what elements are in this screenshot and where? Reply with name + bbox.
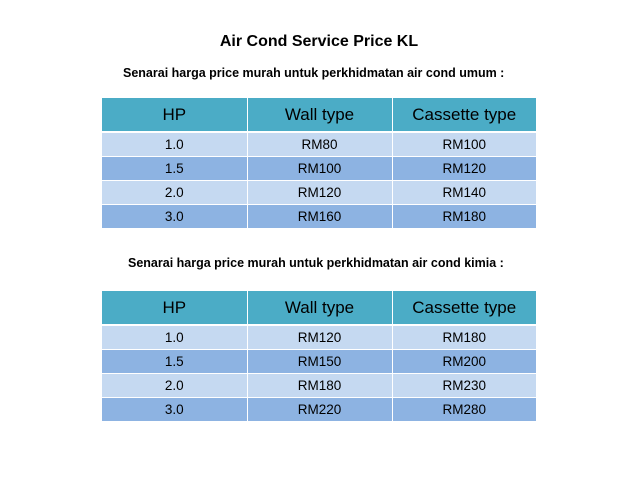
cell-cassette-price: RM280: [392, 398, 536, 422]
header-cassette-type: Cassette type: [392, 98, 536, 132]
table-row: [102, 181, 536, 205]
table-row: [102, 374, 536, 398]
header-hp: HP: [102, 98, 247, 132]
cell-wall-price: RM180: [247, 374, 392, 398]
table-row: [102, 132, 536, 157]
page-title: Air Cond Service Price KL: [219, 33, 419, 50]
table-row: [102, 398, 536, 422]
cell-wall-price: RM160: [247, 205, 392, 229]
cell-hp: 2.0: [102, 374, 247, 398]
cell-cassette-price: RM180: [392, 205, 536, 229]
cell-hp: 2.0: [102, 181, 247, 205]
header-cassette-type: Cassette type: [392, 291, 536, 325]
cell-wall-price: RM120: [247, 325, 392, 350]
cell-wall-price: RM120: [247, 181, 392, 205]
cell-cassette-price: RM230: [392, 374, 536, 398]
cell-cassette-price: RM200: [392, 350, 536, 374]
cell-wall-price: RM150: [247, 350, 392, 374]
table-header-row: [102, 291, 536, 325]
cell-cassette-price: RM180: [392, 325, 536, 350]
cell-hp: 3.0: [102, 205, 247, 229]
table-row: [102, 205, 536, 229]
header-hp: HP: [102, 291, 247, 325]
cell-hp: 1.5: [102, 157, 247, 181]
cell-hp: 1.5: [102, 350, 247, 374]
cell-cassette-price: RM140: [392, 181, 536, 205]
cell-wall-price: RM220: [247, 398, 392, 422]
cell-hp: 1.0: [102, 132, 247, 157]
header-wall-type: Wall type: [247, 291, 392, 325]
section-caption-kimia: Senarai harga price murah untuk perkhidmatan air cond kimia :: [128, 256, 504, 270]
price-table-kimia: [102, 291, 536, 421]
table-row: [102, 350, 536, 374]
cell-cassette-price: RM120: [392, 157, 536, 181]
cell-hp: 1.0: [102, 325, 247, 350]
table-row: [102, 157, 536, 181]
cell-cassette-price: RM100: [392, 132, 536, 157]
table-row: [102, 325, 536, 350]
cell-wall-price: RM80: [247, 132, 392, 157]
price-table-umum: [102, 98, 536, 228]
section-caption-umum: Senarai harga price murah untuk perkhidmatan air cond umum :: [123, 66, 505, 80]
header-wall-type: Wall type: [247, 98, 392, 132]
table-header-row: [102, 98, 536, 132]
cell-wall-price: RM100: [247, 157, 392, 181]
cell-hp: 3.0: [102, 398, 247, 422]
